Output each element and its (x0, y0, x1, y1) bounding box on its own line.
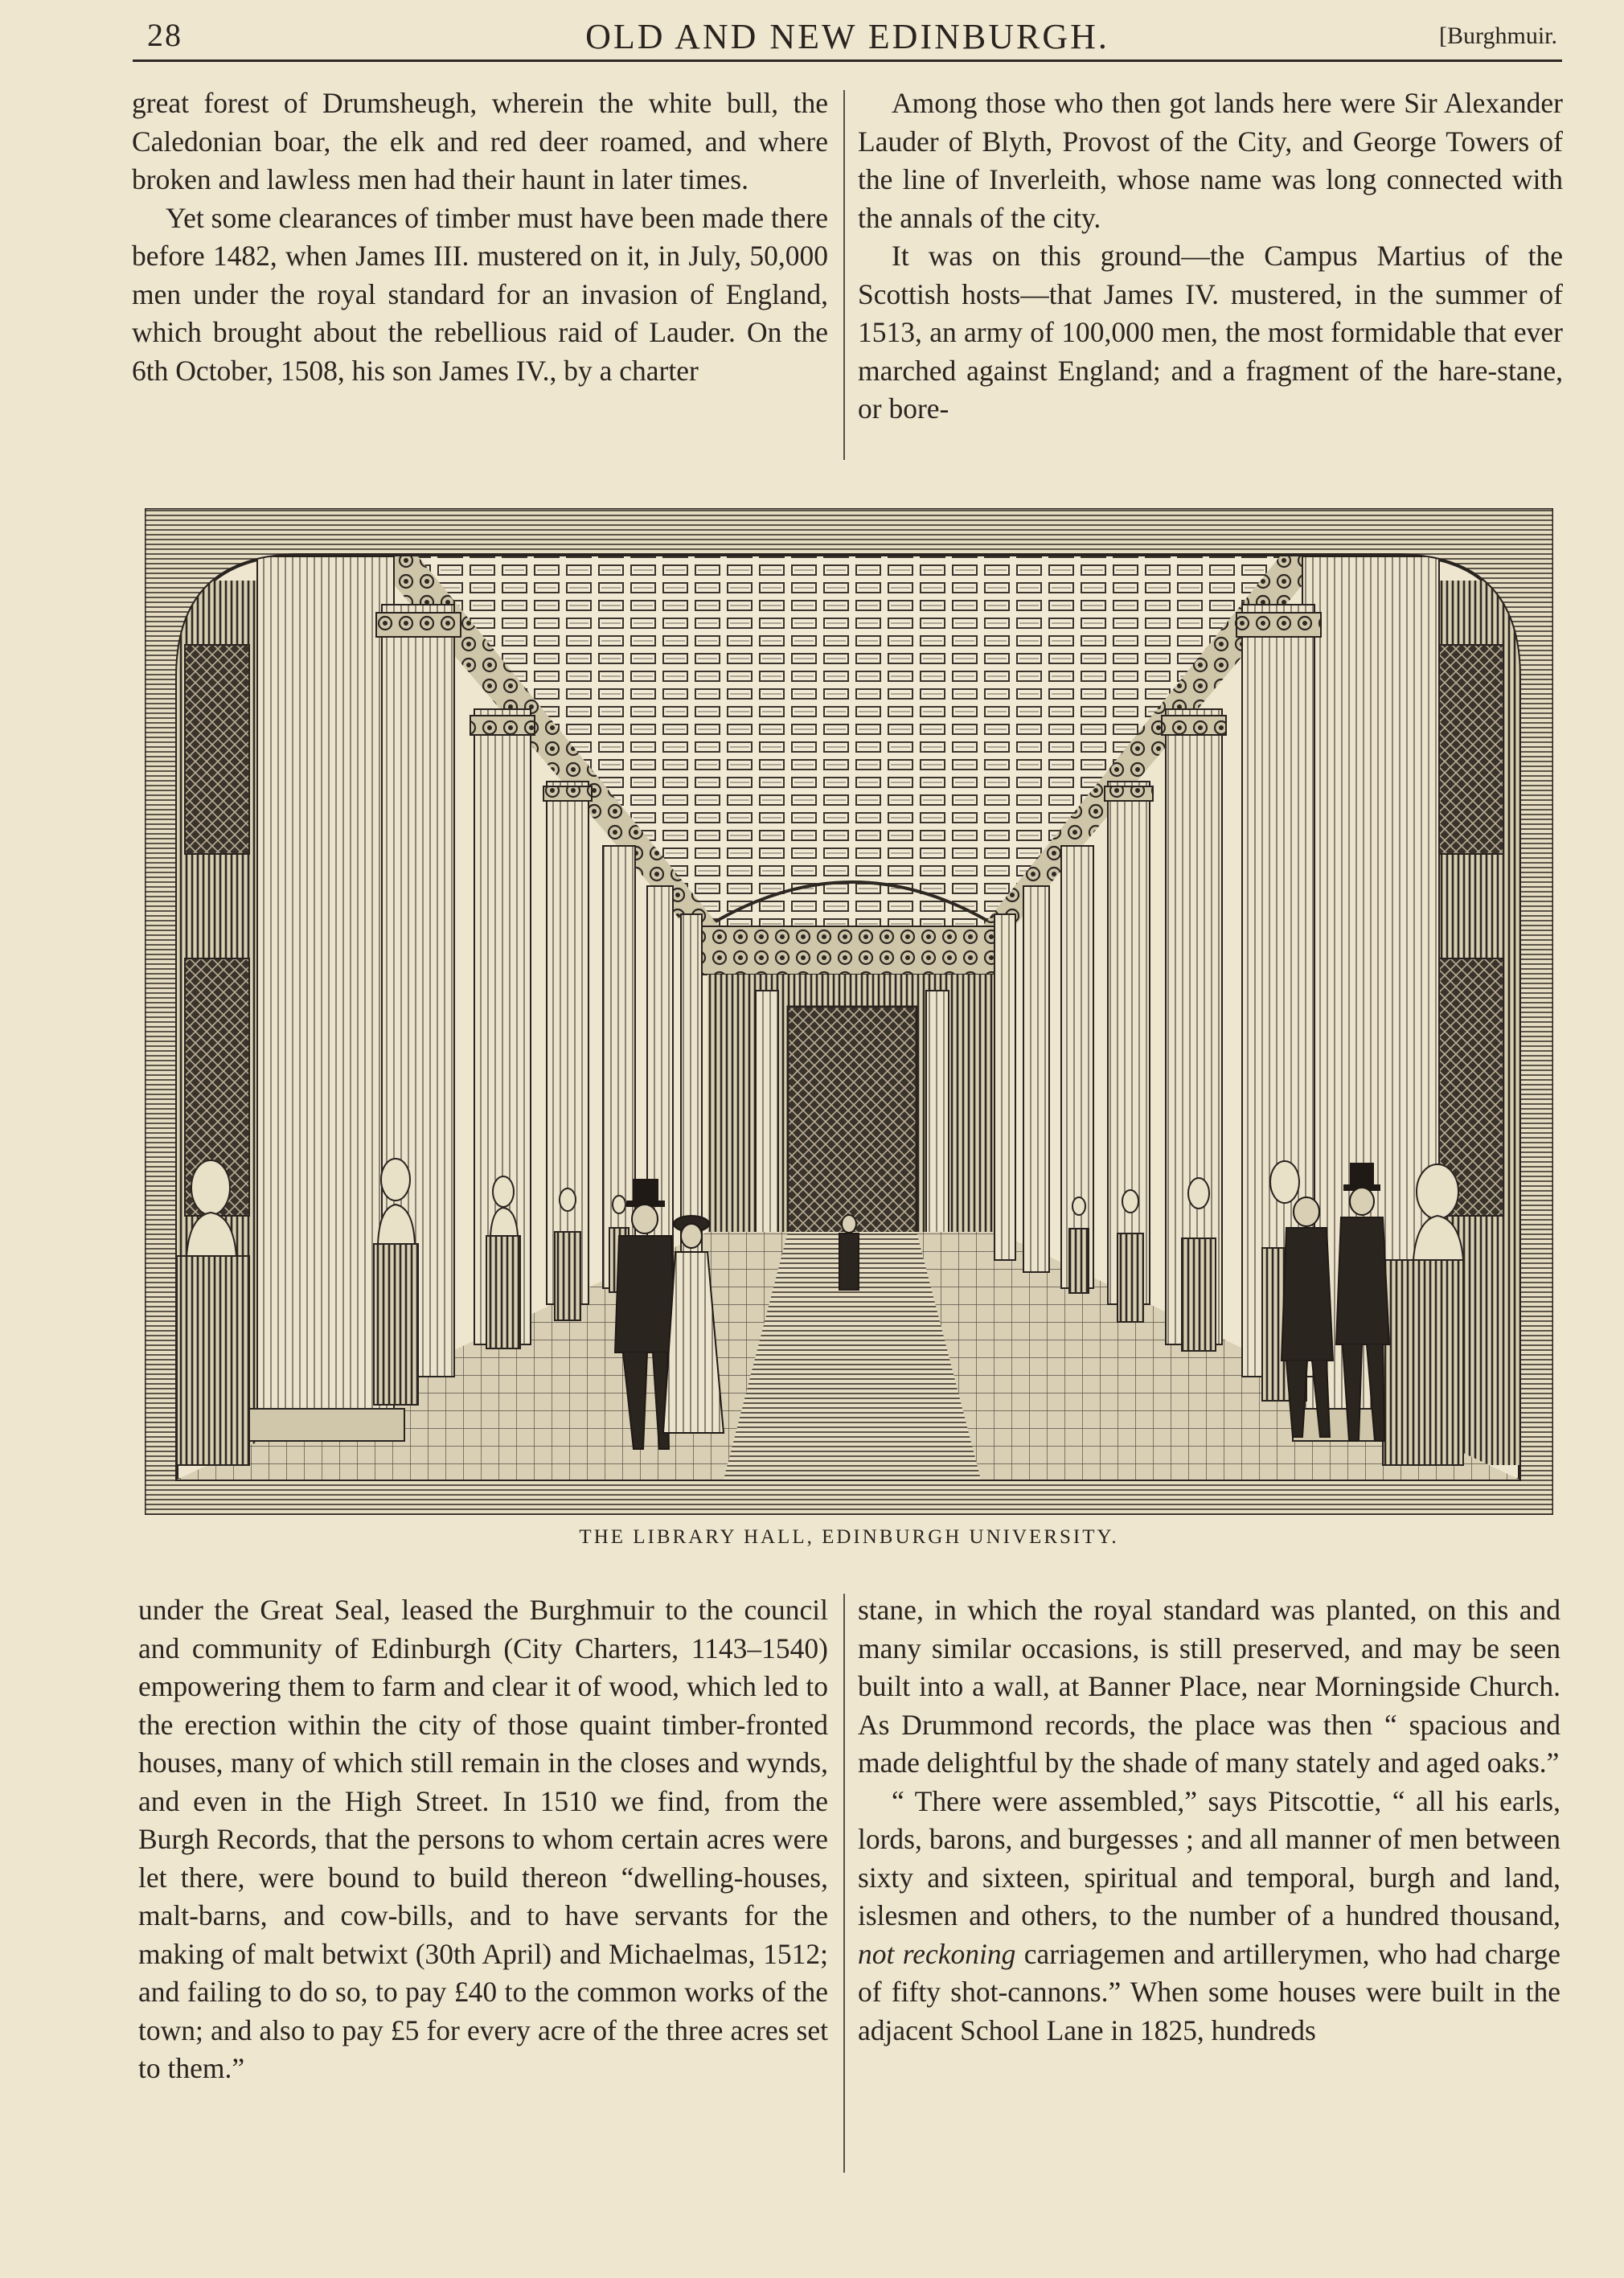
paragraph: under the Great Seal, leased the Burghmuir to the council and community of Edinburgh (City Charters, 1143–1540) empowering them to farm and clear it of wood, which led to the erection within the city of those quaint timber-fronted houses, many of which still remain in the closes and wynds, and even in the High Street. In 1510 we find, from the Burgh Records, that the persons to whom certain acres were let there, were bound to build thereon “dwelling-houses, malt-barns, and cow-bills, and to have servants for the making of malt betwixt (30th April) and Michaelmas, 1512; and failing to do so, to pay £40 to the common works of the town; and also to pay £5 for every acre of the three acres set to them.” (138, 1594, 828, 2084)
bottom-right-column (858, 1591, 1560, 2050)
page-number: 28 (147, 17, 182, 53)
italic-phrase: not reckoning (858, 1937, 1016, 1970)
top-right-column (858, 84, 1563, 429)
top-left-column (132, 84, 828, 390)
paragraph: It was on this ground—the Campus Martius of the Scottish hosts—that James IV. mustered, in the summer of 1513, an army of 100,000 men, the most formidable that ever marched against England; and a fragment of the hare-stane, or bore- (858, 240, 1563, 425)
library-hall-engraving (145, 508, 1553, 1515)
running-title: OLD AND NEW EDINBURGH. (585, 17, 1109, 56)
column-divider (843, 90, 845, 460)
quote-text: carriagemen and artillerymen, who had charge of fifty shot-cannons.” When some houses were built in the adjacent School Lane in 1825, hundreds (858, 1937, 1560, 2046)
quote-text: “ There were assembled,” says Pitscottie, “ all his earls, lords, barons, and burgesses ; and all manner of men between sixty and sixteen, spiritual and temporal, burgh and land, islesmen and others, to the number of a hundred thousand, (858, 1784, 1560, 1931)
bottom-left-column (138, 1591, 828, 2088)
paragraph (858, 1783, 1560, 2050)
paragraph: Among those who then got lands here were Sir Alexander Lauder of Blyth, Provost of the City, and George Towers of the line of Inverleith, whose name was long connected with the annals of the city. (858, 87, 1563, 234)
paragraph: great forest of Drumsheugh, wherein the white bull, the Caledonian boar, the elk and red deer roamed, and where broken and lawless men had their haunt in later times. (132, 87, 828, 195)
column-divider (843, 1594, 845, 2173)
paragraph: stane, in which the royal standard was planted, on this and many similar occasions, is still preserved, and may be seen built into a wall, at Banner Place, near Morningside Church. As Drummond records, the place was then “ spacious and made delightful by the shade of many stately and aged oaks.” (858, 1594, 1560, 1779)
running-head (133, 13, 1562, 66)
figure-caption: THE LIBRARY HALL, EDINBURGH UNIVERSITY. (579, 1526, 1119, 1548)
section-title: [Burghmuir. (1439, 23, 1557, 49)
paragraph: Yet some clearances of timber must have been made there before 1482, when James III. mustered on it, in July, 50,000 men under the royal standard for an invasion of England, which brought about the rebellious raid of Lauder. On the 6th October, 1508, his son James IV., by a charter (132, 201, 828, 387)
header-rule (133, 60, 1562, 62)
engraving-illustration (145, 508, 1553, 1515)
